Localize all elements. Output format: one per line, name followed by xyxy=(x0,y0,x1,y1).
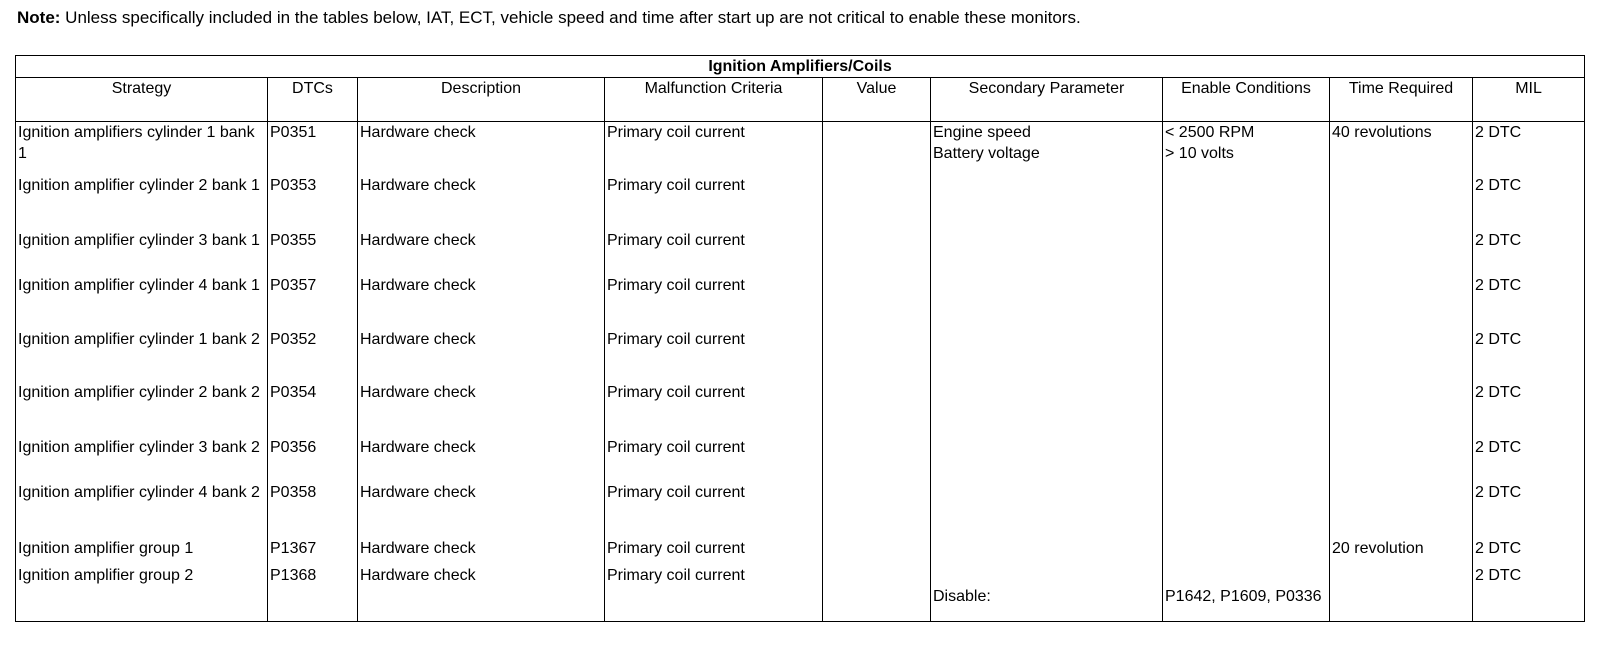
description-cell: Hardware check xyxy=(358,329,605,382)
description-cell: Hardware check xyxy=(358,565,605,622)
value-cell xyxy=(823,382,931,437)
criteria-cell: Primary coil current xyxy=(605,275,823,329)
table-row xyxy=(16,329,1585,382)
table-row xyxy=(16,175,1585,230)
enable-conditions-cell xyxy=(1163,122,1330,175)
time-required-cell: 40 revolutions xyxy=(1330,122,1473,175)
enable-conditions-cell-line: > 10 volts xyxy=(1165,145,1234,162)
dtc-cell: P0351 xyxy=(268,122,358,175)
column-header: Secondary Parameter xyxy=(931,78,1163,122)
mil-cell: 2 DTC xyxy=(1473,538,1585,565)
description-cell: Hardware check xyxy=(358,175,605,230)
enable-conditions-cell xyxy=(1163,437,1330,482)
description-cell: Hardware check xyxy=(358,482,605,538)
secondary-parameter-cell xyxy=(931,329,1163,382)
secondary-parameter-cell-line: Battery voltage xyxy=(933,145,1040,162)
secondary-parameter-cell xyxy=(931,482,1163,538)
criteria-cell: Primary coil current xyxy=(605,122,823,175)
enable-conditions-cell xyxy=(1163,382,1330,437)
enable-conditions-cell xyxy=(1163,565,1330,622)
secondary-parameter-cell xyxy=(931,382,1163,437)
time-required-cell xyxy=(1330,329,1473,382)
strategy-cell: Ignition amplifier cylinder 1 bank 2 xyxy=(16,329,268,382)
criteria-cell: Primary coil current xyxy=(605,329,823,382)
mil-cell: 2 DTC xyxy=(1473,482,1585,538)
note-paragraph xyxy=(17,8,1081,28)
enable-conditions-cell xyxy=(1163,329,1330,382)
strategy-cell: Ignition amplifiers cylinder 1 bank 1 xyxy=(16,122,268,175)
strategy-cell: Ignition amplifier cylinder 2 bank 1 xyxy=(16,175,268,230)
time-required-cell xyxy=(1330,382,1473,437)
column-header: MIL xyxy=(1473,78,1585,122)
mil-cell: 2 DTC xyxy=(1473,230,1585,275)
enable-conditions-cell xyxy=(1163,275,1330,329)
description-cell: Hardware check xyxy=(358,275,605,329)
value-cell xyxy=(823,122,931,175)
criteria-cell: Primary coil current xyxy=(605,565,823,622)
dtc-cell: P0352 xyxy=(268,329,358,382)
value-cell xyxy=(823,538,931,565)
mil-cell: 2 DTC xyxy=(1473,175,1585,230)
value-cell xyxy=(823,230,931,275)
secondary-parameter-cell xyxy=(931,437,1163,482)
table-row xyxy=(16,482,1585,538)
table-title: Ignition Amplifiers/Coils xyxy=(16,56,1585,78)
dtc-cell: P0355 xyxy=(268,230,358,275)
strategy-cell: Ignition amplifier group 2 xyxy=(16,565,268,622)
column-header: Time Required xyxy=(1330,78,1473,122)
dtc-cell: P0354 xyxy=(268,382,358,437)
dtc-cell: P0358 xyxy=(268,482,358,538)
disable-dtc-list: P1642, P1609, P0336 xyxy=(1165,587,1322,605)
time-required-cell xyxy=(1330,437,1473,482)
table-body xyxy=(16,122,1585,622)
table-row xyxy=(16,538,1585,565)
secondary-parameter-cell xyxy=(931,275,1163,329)
enable-conditions-cell xyxy=(1163,175,1330,230)
ignition-amplifiers-table xyxy=(15,55,1585,622)
table-row xyxy=(16,382,1585,437)
criteria-cell: Primary coil current xyxy=(605,382,823,437)
description-cell: Hardware check xyxy=(358,122,605,175)
disable-label: Disable: xyxy=(933,587,991,605)
column-header: Malfunction Criteria xyxy=(605,78,823,122)
value-cell xyxy=(823,437,931,482)
value-cell xyxy=(823,565,931,622)
header-row xyxy=(16,78,1585,122)
dtc-cell: P1367 xyxy=(268,538,358,565)
mil-cell: 2 DTC xyxy=(1473,437,1585,482)
enable-conditions-cell xyxy=(1163,230,1330,275)
column-header: Strategy xyxy=(16,78,268,122)
criteria-cell: Primary coil current xyxy=(605,230,823,275)
dtc-cell: P1368 xyxy=(268,565,358,622)
secondary-parameter-cell xyxy=(931,538,1163,565)
strategy-cell: Ignition amplifier cylinder 4 bank 1 xyxy=(16,275,268,329)
secondary-parameter-cell xyxy=(931,175,1163,230)
value-cell xyxy=(823,329,931,382)
criteria-cell: Primary coil current xyxy=(605,437,823,482)
strategy-cell: Ignition amplifier cylinder 3 bank 2 xyxy=(16,437,268,482)
criteria-cell: Primary coil current xyxy=(605,538,823,565)
enable-conditions-cell xyxy=(1163,482,1330,538)
value-cell xyxy=(823,175,931,230)
mil-cell: 2 DTC xyxy=(1473,275,1585,329)
enable-conditions-cell-line: < 2500 RPM xyxy=(1165,124,1255,141)
dtc-cell: P0353 xyxy=(268,175,358,230)
table-row xyxy=(16,437,1585,482)
mil-cell: 2 DTC xyxy=(1473,329,1585,382)
description-cell: Hardware check xyxy=(358,230,605,275)
time-required-cell xyxy=(1330,482,1473,538)
value-cell xyxy=(823,275,931,329)
strategy-cell: Ignition amplifier group 1 xyxy=(16,538,268,565)
strategy-cell: Ignition amplifier cylinder 4 bank 2 xyxy=(16,482,268,538)
note-text: Unless specifically included in the tables below, IAT, ECT, vehicle speed and time after start up are not critical to enable these monitors. xyxy=(60,8,1081,27)
time-required-cell xyxy=(1330,230,1473,275)
time-required-cell: 20 revolution xyxy=(1330,538,1473,565)
description-cell: Hardware check xyxy=(358,538,605,565)
secondary-parameter-cell xyxy=(931,230,1163,275)
criteria-cell: Primary coil current xyxy=(605,482,823,538)
note-label: Note: xyxy=(17,8,61,27)
table-row xyxy=(16,275,1585,329)
strategy-cell: Ignition amplifier cylinder 2 bank 2 xyxy=(16,382,268,437)
secondary-parameter-cell-line: Engine speed xyxy=(933,124,1031,141)
table-row xyxy=(16,565,1585,622)
secondary-parameter-cell xyxy=(931,565,1163,622)
column-header: Description xyxy=(358,78,605,122)
column-header: DTCs xyxy=(268,78,358,122)
secondary-parameter-cell xyxy=(931,122,1163,175)
column-header: Enable Conditions xyxy=(1163,78,1330,122)
enable-conditions-cell xyxy=(1163,538,1330,565)
value-cell xyxy=(823,482,931,538)
time-required-cell xyxy=(1330,565,1473,622)
criteria-cell: Primary coil current xyxy=(605,175,823,230)
time-required-cell xyxy=(1330,275,1473,329)
description-cell: Hardware check xyxy=(358,382,605,437)
mil-cell: 2 DTC xyxy=(1473,382,1585,437)
description-cell: Hardware check xyxy=(358,437,605,482)
mil-cell: 2 DTC xyxy=(1473,122,1585,175)
table-row xyxy=(16,230,1585,275)
dtc-cell: P0357 xyxy=(268,275,358,329)
time-required-cell xyxy=(1330,175,1473,230)
column-header: Value xyxy=(823,78,931,122)
strategy-cell: Ignition amplifier cylinder 3 bank 1 xyxy=(16,230,268,275)
mil-cell: 2 DTC xyxy=(1473,565,1585,622)
dtc-cell: P0356 xyxy=(268,437,358,482)
table-row xyxy=(16,122,1585,175)
